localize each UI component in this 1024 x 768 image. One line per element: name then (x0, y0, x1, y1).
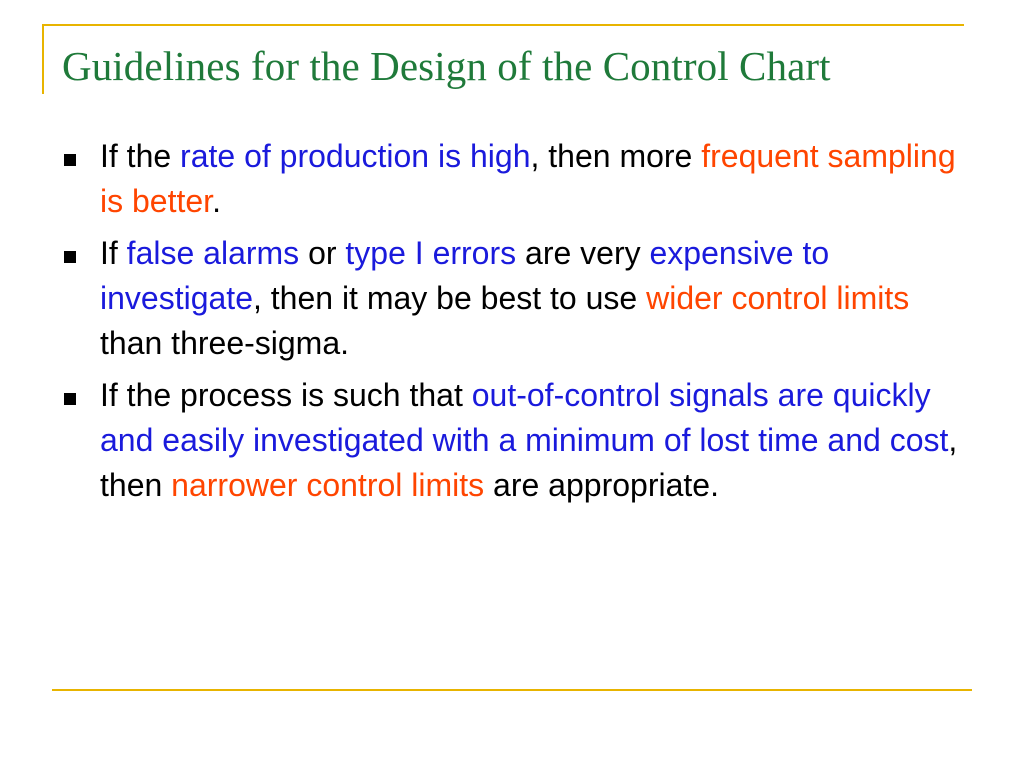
highlighted-text: type I errors (345, 235, 517, 271)
footer-divider-line (52, 689, 972, 691)
bullet-text: or (299, 235, 346, 271)
title-frame-top-line (42, 24, 964, 26)
highlighted-text: wider control limits (646, 280, 910, 316)
square-bullet-icon (64, 251, 76, 263)
bullet-text: , then it may be best to use (252, 280, 647, 316)
bullet-text: . (212, 183, 221, 219)
bullet-text: If the (100, 138, 181, 174)
bullet-text: , then more (530, 138, 702, 174)
square-bullet-icon (64, 393, 76, 405)
bullet-text: If (100, 235, 127, 271)
highlighted-text: narrower control limits (171, 467, 485, 503)
highlighted-text: rate of production is high (180, 138, 531, 174)
bullet-item (64, 373, 964, 508)
highlighted-text: out-of-control signals are quickly and easily investigated with a minimum of lost time and cost (100, 377, 949, 458)
highlighted-text: false alarms (126, 235, 300, 271)
bullet-text: than three-sigma. (100, 325, 350, 361)
square-bullet-icon (64, 154, 76, 166)
bullet-text: If the process is such that (100, 377, 472, 413)
bullet-list (64, 134, 964, 515)
bullet-text: are appropriate. (484, 467, 719, 503)
highlighted-text: frequent sampling is better (100, 138, 956, 219)
bullet-text: are very (516, 235, 650, 271)
slide-title: Guidelines for the Design of the Control Chart (62, 43, 831, 89)
highlighted-text: expensive to investigate (100, 235, 830, 316)
bullet-item (64, 134, 964, 224)
bullet-item (64, 231, 964, 366)
bullet-text: , then (100, 422, 958, 503)
title-frame-left-line (42, 24, 44, 94)
